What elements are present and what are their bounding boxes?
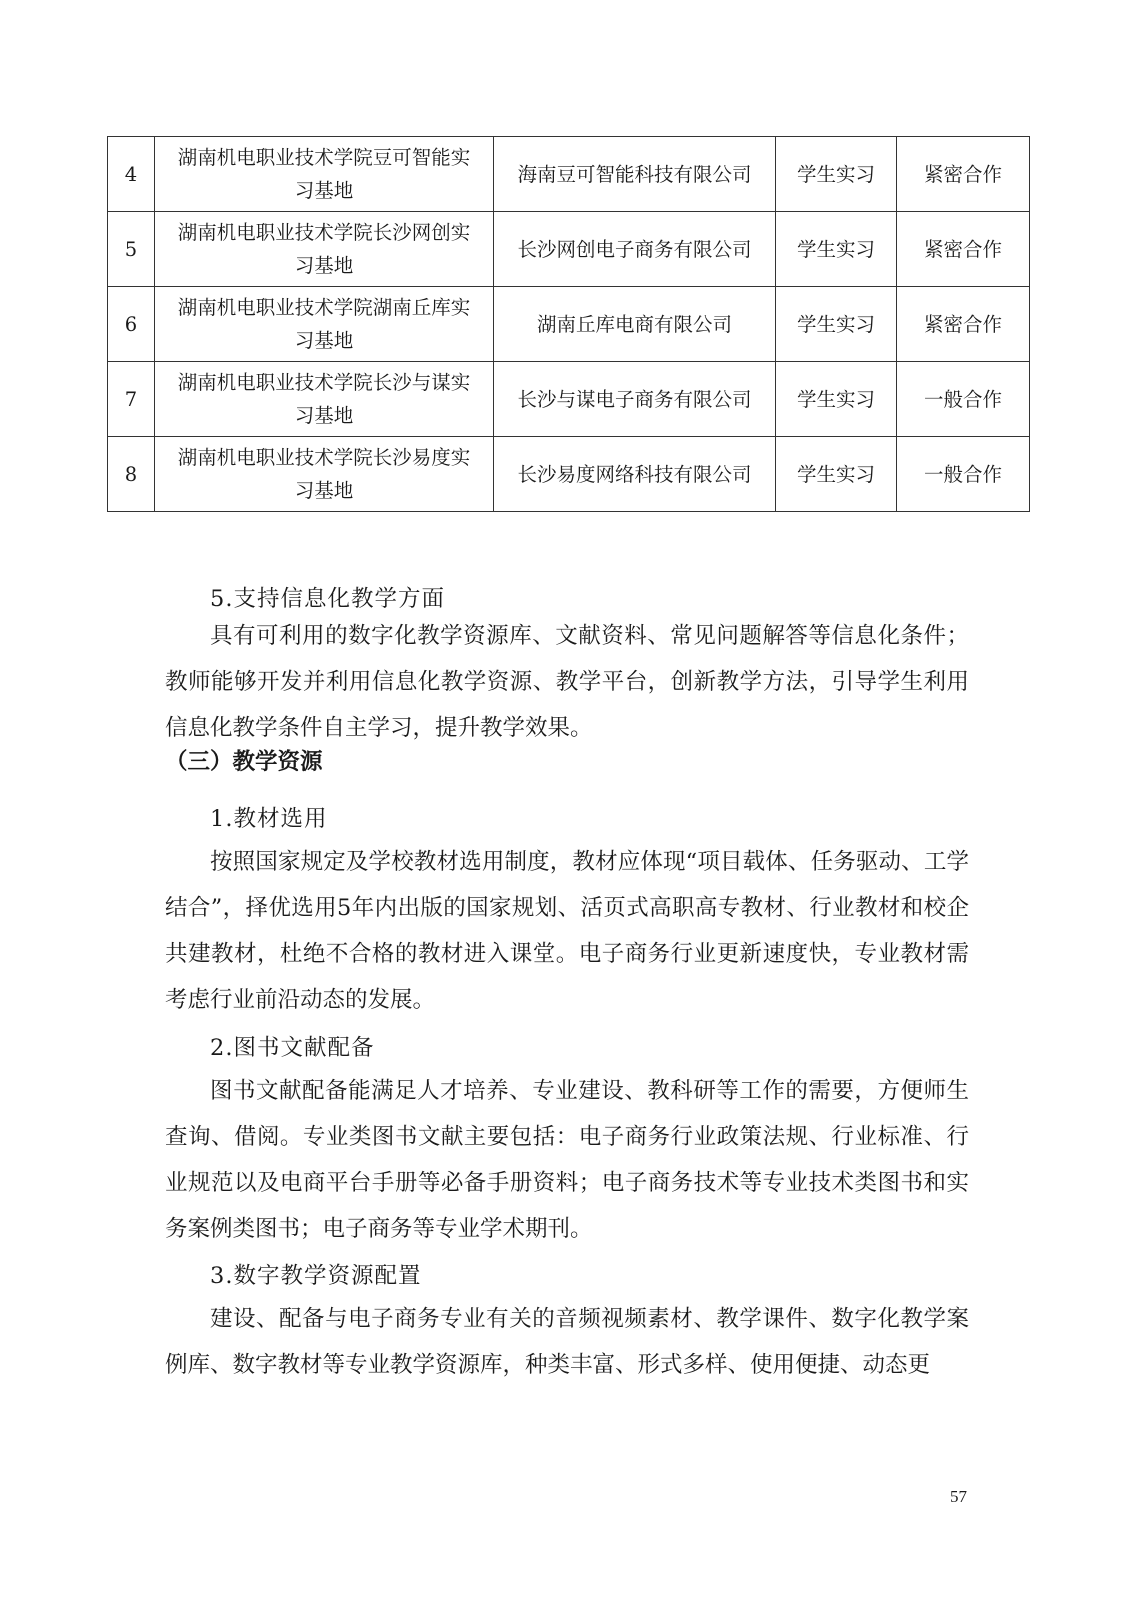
table-row <box>108 137 1030 212</box>
cooperation-level: 紧密合作 <box>897 287 1030 362</box>
row-number: 4 <box>108 137 155 212</box>
cooperation-level: 一般合作 <box>897 437 1030 512</box>
table-row <box>108 437 1030 512</box>
section5-heading: 5.支持信息化教学方面 <box>210 586 445 612</box>
partner-company: 长沙与谋电子商务有限公司 <box>494 362 776 437</box>
item3-heading: 3.数字教学资源配置 <box>210 1263 422 1289</box>
base-name: 湖南机电职业技术学院豆可智能实习基地 <box>155 137 494 212</box>
item2-heading: 2.图书文献配备 <box>210 1035 375 1061</box>
base-purpose: 学生实习 <box>776 287 897 362</box>
row-number: 6 <box>108 287 155 362</box>
partner-company: 海南豆可智能科技有限公司 <box>494 137 776 212</box>
row-number: 5 <box>108 212 155 287</box>
base-name: 湖南机电职业技术学院长沙与谋实习基地 <box>155 362 494 437</box>
section5-paragraph: 具有可利用的数字化教学资源库、文献资料、常见问题解答等信息化条件；教师能够开发并利用信息化教学资源、教学平台，创新教学方法，引导学生利用信息化教学条件自主学习，提升教学效果。 <box>165 623 969 741</box>
base-name: 湖南机电职业技术学院长沙网创实习基地 <box>155 212 494 287</box>
practice-base-table <box>107 136 1030 512</box>
base-purpose: 学生实习 <box>776 137 897 212</box>
row-number: 8 <box>108 437 155 512</box>
cooperation-level: 紧密合作 <box>897 137 1030 212</box>
partner-company: 长沙易度网络科技有限公司 <box>494 437 776 512</box>
item2-paragraph: 图书文献配备能满足人才培养、专业建设、教科研等工作的需要，方便师生查询、借阅。专业类图书文献主要包括：电子商务行业政策法规、行业标准、行业规范以及电商平台手册等必备手册资料；电子商务技术等专业技术类图书和实务案例类图书；电子商务等专业学术期刊。 <box>165 1078 969 1242</box>
item3-paragraph: 建设、配备与电子商务专业有关的音频视频素材、教学课件、数字化教学案例库、数字教材等专业教学资源库，种类丰富、形式多样、使用便捷、动态更 <box>165 1306 969 1378</box>
base-name: 湖南机电职业技术学院湖南丘库实习基地 <box>155 287 494 362</box>
section3-heading: （三）教学资源 <box>165 749 323 775</box>
page-number: 57 <box>950 1487 967 1506</box>
item1-paragraph: 按照国家规定及学校教材选用制度，教材应体现“项目载体、任务驱动、工学结合”，择优选用5年内出版的国家规划、活页式高职高专教材、行业教材和校企共建教材，杜绝不合格的教材进入课堂。电子商务行业更新速度快，专业教材需考虑行业前沿动态的发展。 <box>165 849 969 1013</box>
partner-company: 长沙网创电子商务有限公司 <box>494 212 776 287</box>
table-row <box>108 287 1030 362</box>
base-purpose: 学生实习 <box>776 437 897 512</box>
table-row <box>108 212 1030 287</box>
row-number: 7 <box>108 362 155 437</box>
base-name: 湖南机电职业技术学院长沙易度实习基地 <box>155 437 494 512</box>
cooperation-level: 一般合作 <box>897 362 1030 437</box>
table-row <box>108 362 1030 437</box>
cooperation-level: 紧密合作 <box>897 212 1030 287</box>
base-purpose: 学生实习 <box>776 362 897 437</box>
item1-heading: 1.教材选用 <box>210 806 328 832</box>
partner-company: 湖南丘库电商有限公司 <box>494 287 776 362</box>
base-purpose: 学生实习 <box>776 212 897 287</box>
